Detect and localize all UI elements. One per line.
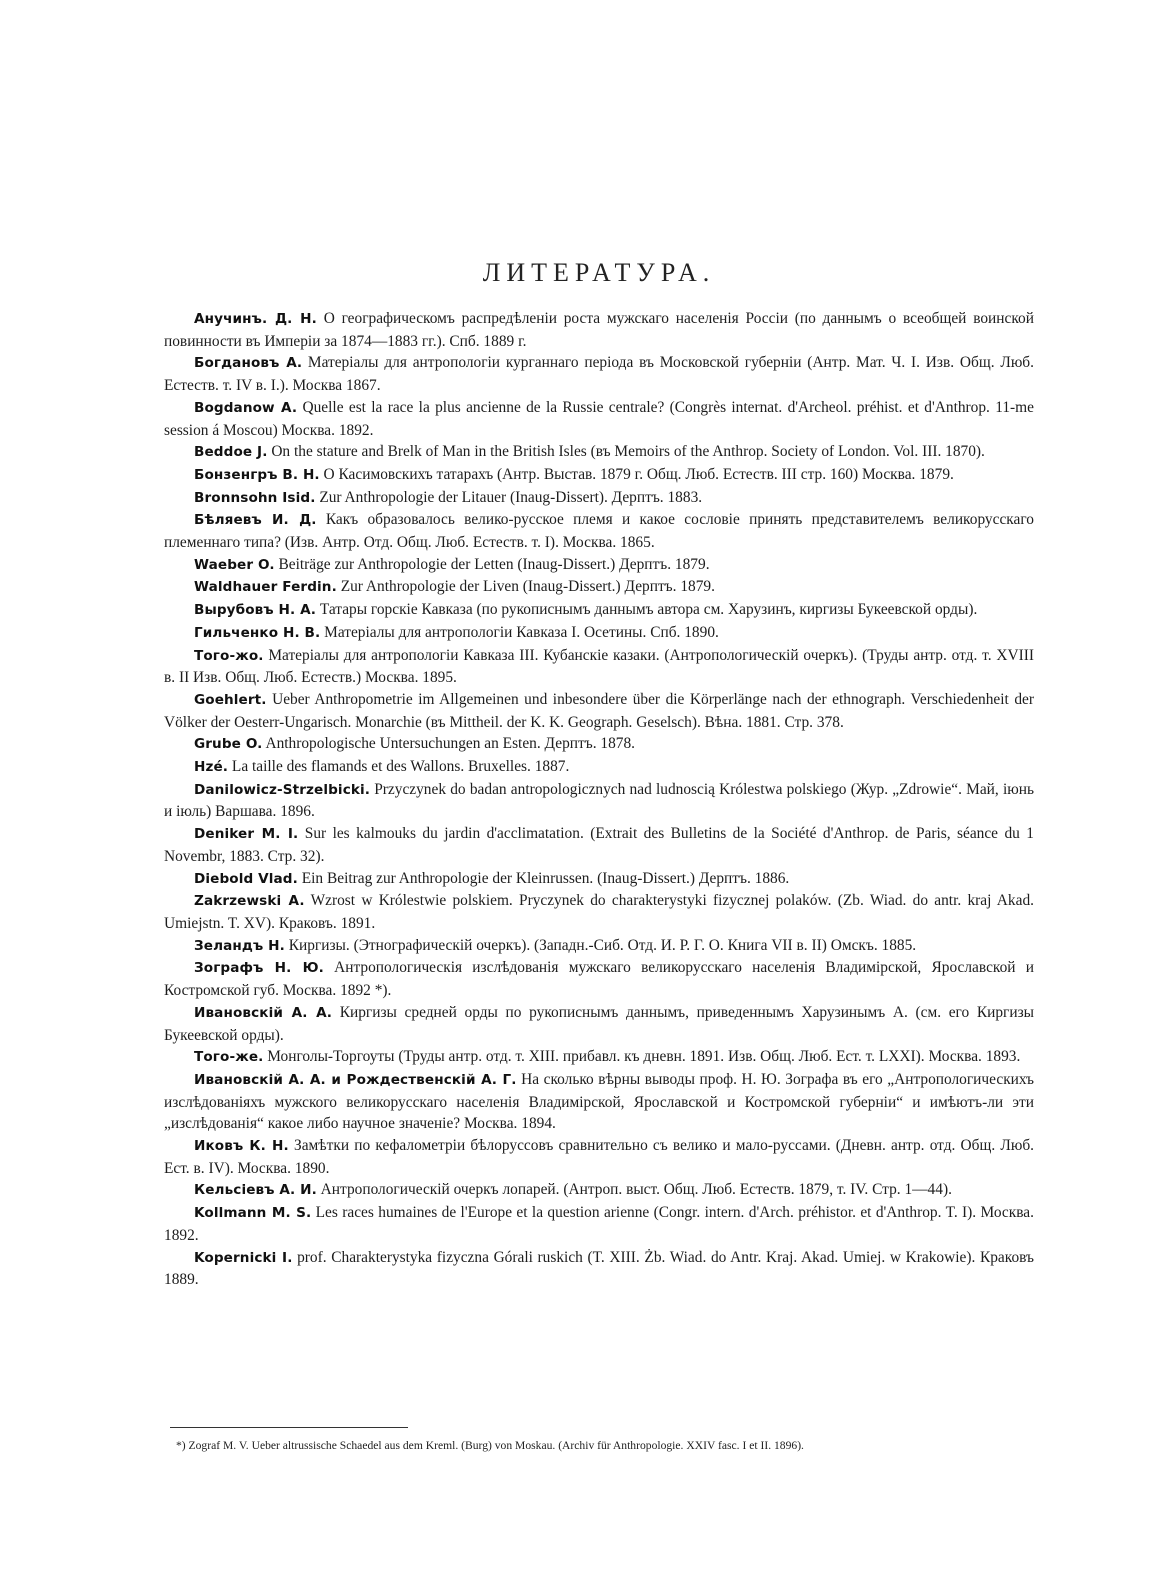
bibliography-entry xyxy=(164,352,1034,396)
entry-text: Какъ образовалось велико-русское племя и какое сословіе принять представителемъ великорусскаго племеннаго типа? (Изв. Антр. Отд. Общ. Люб. Естеств. т. I). Москва. 1865. xyxy=(164,511,1034,552)
bibliography-entry xyxy=(164,1046,1034,1069)
entry-text: О географическомъ распредѣленіи роста мужскаго населенія Россіи (по даннымъ о всеобщей воинской повинности въ Имперіи за 1874—1883 гг.). Спб. 1889 г. xyxy=(164,310,1034,350)
entry-author: Beddoe J. xyxy=(194,444,268,461)
entry-author: Того-жо. xyxy=(194,647,264,664)
entry-text: Антропологическій очеркъ лопарей. (Антроп. выст. Общ. Люб. Естеств. 1879, т. IV. Стр. 1—44). xyxy=(316,1181,952,1199)
bibliography-entry xyxy=(164,1135,1034,1179)
bibliography-entry xyxy=(164,487,1034,510)
footnote: *) Zograf M. V. Ueber altrussische Schaedel aus dem Kreml. (Burg) von Moskau. (Archiv für Anthropologie. XXIV fasc. I et II. 1896). xyxy=(176,1439,804,1452)
entry-author: Kopernicki I. xyxy=(194,1249,293,1266)
bibliography-entry xyxy=(164,397,1034,441)
entry-text: На сколько вѣрны выводы проф. Н. Ю. Зографа въ его „Антропологическихъ изслѣдованіяхъ мужского великорусскаго населенія Владимірской, Ярославской и Костромской губерніи“ и имѣютъ-ли эти „изслѣдованія“ какое либо научное значеніе? Москва. 1894. xyxy=(164,1070,1034,1133)
entry-author: Deniker M. I. xyxy=(194,826,299,843)
entry-text: La taille des flamands et des Wallons. Bruxelles. 1887. xyxy=(228,758,570,776)
entry-author: Danilowicz-Strzelbicki. xyxy=(194,781,371,798)
bibliography-entry xyxy=(164,1247,1034,1291)
bibliography-entry xyxy=(164,576,1034,599)
bibliography-entry xyxy=(164,779,1034,823)
entry-author: Того-же. xyxy=(194,1049,264,1066)
entry-text: Замѣтки по кефалометріи бѣлоруссовъ сравнительно съ велико и мало-руссами. (Дневн. антр. отд. Общ. Люб. Ест. в. IV). Москва. 1890. xyxy=(164,1137,1034,1177)
entry-author: Вырубовъ Н. А. xyxy=(194,602,316,619)
entry-text: Zur Anthropologie der Litauer (Inaug-Dissert). Дерптъ. 1883. xyxy=(315,488,703,506)
bibliography-entry xyxy=(164,957,1034,1001)
entry-author: Бонзенгръ В. Н. xyxy=(194,466,320,483)
entry-author: Зографъ Н. Ю. xyxy=(194,960,324,977)
footnote-divider xyxy=(170,1427,408,1428)
bibliography-entry xyxy=(164,308,1034,352)
entry-text: Матеріалы для антропологіи курганнаго періода въ Московской губерніи (Антр. Мат. Ч. I. Изв. Общ. Люб. Естеств. т. IV в. I.). Москва 1867. xyxy=(164,354,1034,395)
entry-author: Hzé. xyxy=(194,759,229,776)
entry-text: Zur Anthropologie der Liven (Inaug-Dissert.) Дерптъ. 1879. xyxy=(336,578,715,596)
bibliography-entry xyxy=(164,1002,1034,1046)
entry-text: Ueber Anthropometrie im Allgemeinen und inbesondere über die Körperlänge nach der ethnograph. Verschiedenheit der Völker der Oesterr-Ungarisch. Monarchie (въ Mittheil. der K. K. Geograph. Geselsch). Вѣна. 1881. Стр. 378. xyxy=(164,690,1034,731)
entry-author: Зеландъ Н. xyxy=(194,937,285,954)
bibliography-list xyxy=(164,308,1034,1291)
entry-text: Киргизы средней орды по рукописнымъ даннымъ, приведеннымъ Харузинымъ А. (см. его Киргизы Букеевской орды). xyxy=(164,1003,1035,1044)
bibliography-entry xyxy=(164,554,1034,577)
entry-author: Иковъ К. Н. xyxy=(194,1138,289,1155)
entry-author: Diebold Vlad. xyxy=(194,870,298,887)
entry-text: On the stature and Brelk of Man in the British Isles (въ Memoirs of the Anthrop. Society of London. Vol. III. 1870). xyxy=(267,443,985,461)
bibliography-entry xyxy=(164,689,1034,733)
entry-text: Матеріалы для антропологіи Кавказа III. Кубанскіе казаки. (Антропологическій очеркъ). (Труды антр. отд. т. XVIII в. II Изв. Общ. Люб. Естеств.) Москва. 1895. xyxy=(164,646,1034,687)
entry-author: Goehlert. xyxy=(194,691,267,708)
entry-author: Grube O. xyxy=(194,736,263,753)
entry-author: Богдановъ А. xyxy=(194,355,303,372)
entry-text: Антропологическія изслѣдованія мужскаго великорусскаго населенія Владимірской, Ярославской и Костромской губ. Москва. 1892 *). xyxy=(164,959,1034,1000)
entry-text: Матеріалы для антропологіи Кавказа I. Осетины. Спб. 1890. xyxy=(320,623,719,641)
bibliography-entry xyxy=(164,1202,1034,1246)
entry-text: Sur les kalmouks du jardin d'acclimatation. (Extrait des Bulletins de la Société d'Anthrop. de Paris, séance du 1 Novembr, 1883. Стр. 32). xyxy=(164,825,1034,865)
entry-author: Бѣляевъ И. Д. xyxy=(194,512,317,529)
bibliography-entry xyxy=(164,622,1034,645)
entry-author: Waldhauer Ferdin. xyxy=(194,579,337,596)
bibliography-entry xyxy=(164,509,1034,553)
entry-author: Гильченко Н. В. xyxy=(194,624,321,641)
entry-text: Татары горскіе Кавказа (по рукописнымъ даннымъ автора см. Харузинъ, киргизы Букеевской орды). xyxy=(316,601,978,619)
entry-text: Wzrost w Królestwie polskiem. Pryczynek do charakterystyki fizycznej polaków. (Zb. Wiad. do antr. kraj Akad. Umiejstn. T. XV). Краковъ. 1891. xyxy=(164,892,1034,932)
entry-author: Bogdanow A. xyxy=(194,399,298,416)
entry-text: Монголы-Торгоуты (Труды антр. отд. т. XIII. прибавл. къ дневн. 1891. Изв. Общ. Люб. Ест. т. LXXI). Москва. 1893. xyxy=(263,1048,1021,1066)
entry-text: Anthropologische Untersuchungen an Esten. Дерптъ. 1878. xyxy=(262,735,636,753)
page-title: ЛИТЕРАТУРА. xyxy=(482,258,716,287)
bibliography-entry xyxy=(164,756,1034,779)
bibliography-entry xyxy=(164,823,1034,867)
entry-text: Beiträge zur Anthropologie der Letten (Inaug-Dissert.) Дерптъ. 1879. xyxy=(274,555,710,573)
entry-text: prof. Charakterystyka fizyczna Górali ruskich (T. XIII. Żb. Wiad. do Antr. Kraj. Akad. Umiej. w Krakowie). Краковъ 1889. xyxy=(164,1248,1034,1289)
entry-author: Kollmann M. S. xyxy=(194,1205,312,1222)
bibliography-entry xyxy=(164,1069,1034,1135)
entry-text: Les races humaines de l'Europe et la question arienne (Congr. intern. d'Arch. préhistor. et d'Anthrop. T. I). Москва. 1892. xyxy=(164,1204,1034,1244)
bibliography-entry xyxy=(164,935,1034,958)
entry-text: Przyczynek do badan antropologicznych nad ludnoscią Królestwa polskiego (Жур. „Zdrowie“. Май, іюнь и іюль) Варшава. 1896. xyxy=(164,780,1034,821)
entry-text: О Касимовскихъ татарахъ (Антр. Выстав. 1879 г. Общ. Люб. Естеств. III стр. 160) Москва. 1879. xyxy=(319,465,954,483)
bibliography-page xyxy=(164,258,1034,1291)
entry-author: Кельсіевъ А. И. xyxy=(194,1182,317,1199)
bibliography-entry xyxy=(164,645,1034,689)
entry-text: Ein Beitrag zur Anthropologie der Kleinrussen. (Inaug-Dissert.) Дерптъ. 1886. xyxy=(297,869,790,887)
entry-text: Киргизы. (Этнографическій очеркъ). (Западн.-Сиб. Отд. И. Р. Г. О. Книга VII в. II) Омскъ. 1885. xyxy=(284,936,917,954)
bibliography-entry xyxy=(164,733,1034,756)
entry-author: Bronnsohn Isid. xyxy=(194,489,316,506)
entry-author: Ивановскій А. А. xyxy=(194,1004,333,1021)
entry-author: Zakrzewski A. xyxy=(194,893,305,910)
bibliography-entry xyxy=(164,868,1034,891)
bibliography-entry xyxy=(164,441,1034,464)
bibliography-entry xyxy=(164,890,1034,934)
entry-author: Ивановскій А. А. и Рождественскій А. Г. xyxy=(194,1071,517,1088)
bibliography-entry xyxy=(164,464,1034,487)
entry-author: Waeber O. xyxy=(194,556,275,573)
entry-text: Quelle est la race la plus ancienne de la Russie centrale? (Congrès internat. d'Archeol. préhist. et d'Anthrop. 11-me session á Moscou) Москва. 1892. xyxy=(164,398,1034,439)
bibliography-entry xyxy=(164,1179,1034,1202)
entry-author: Анучинъ. Д. Н. xyxy=(194,311,317,327)
bibliography-entry xyxy=(164,599,1034,622)
